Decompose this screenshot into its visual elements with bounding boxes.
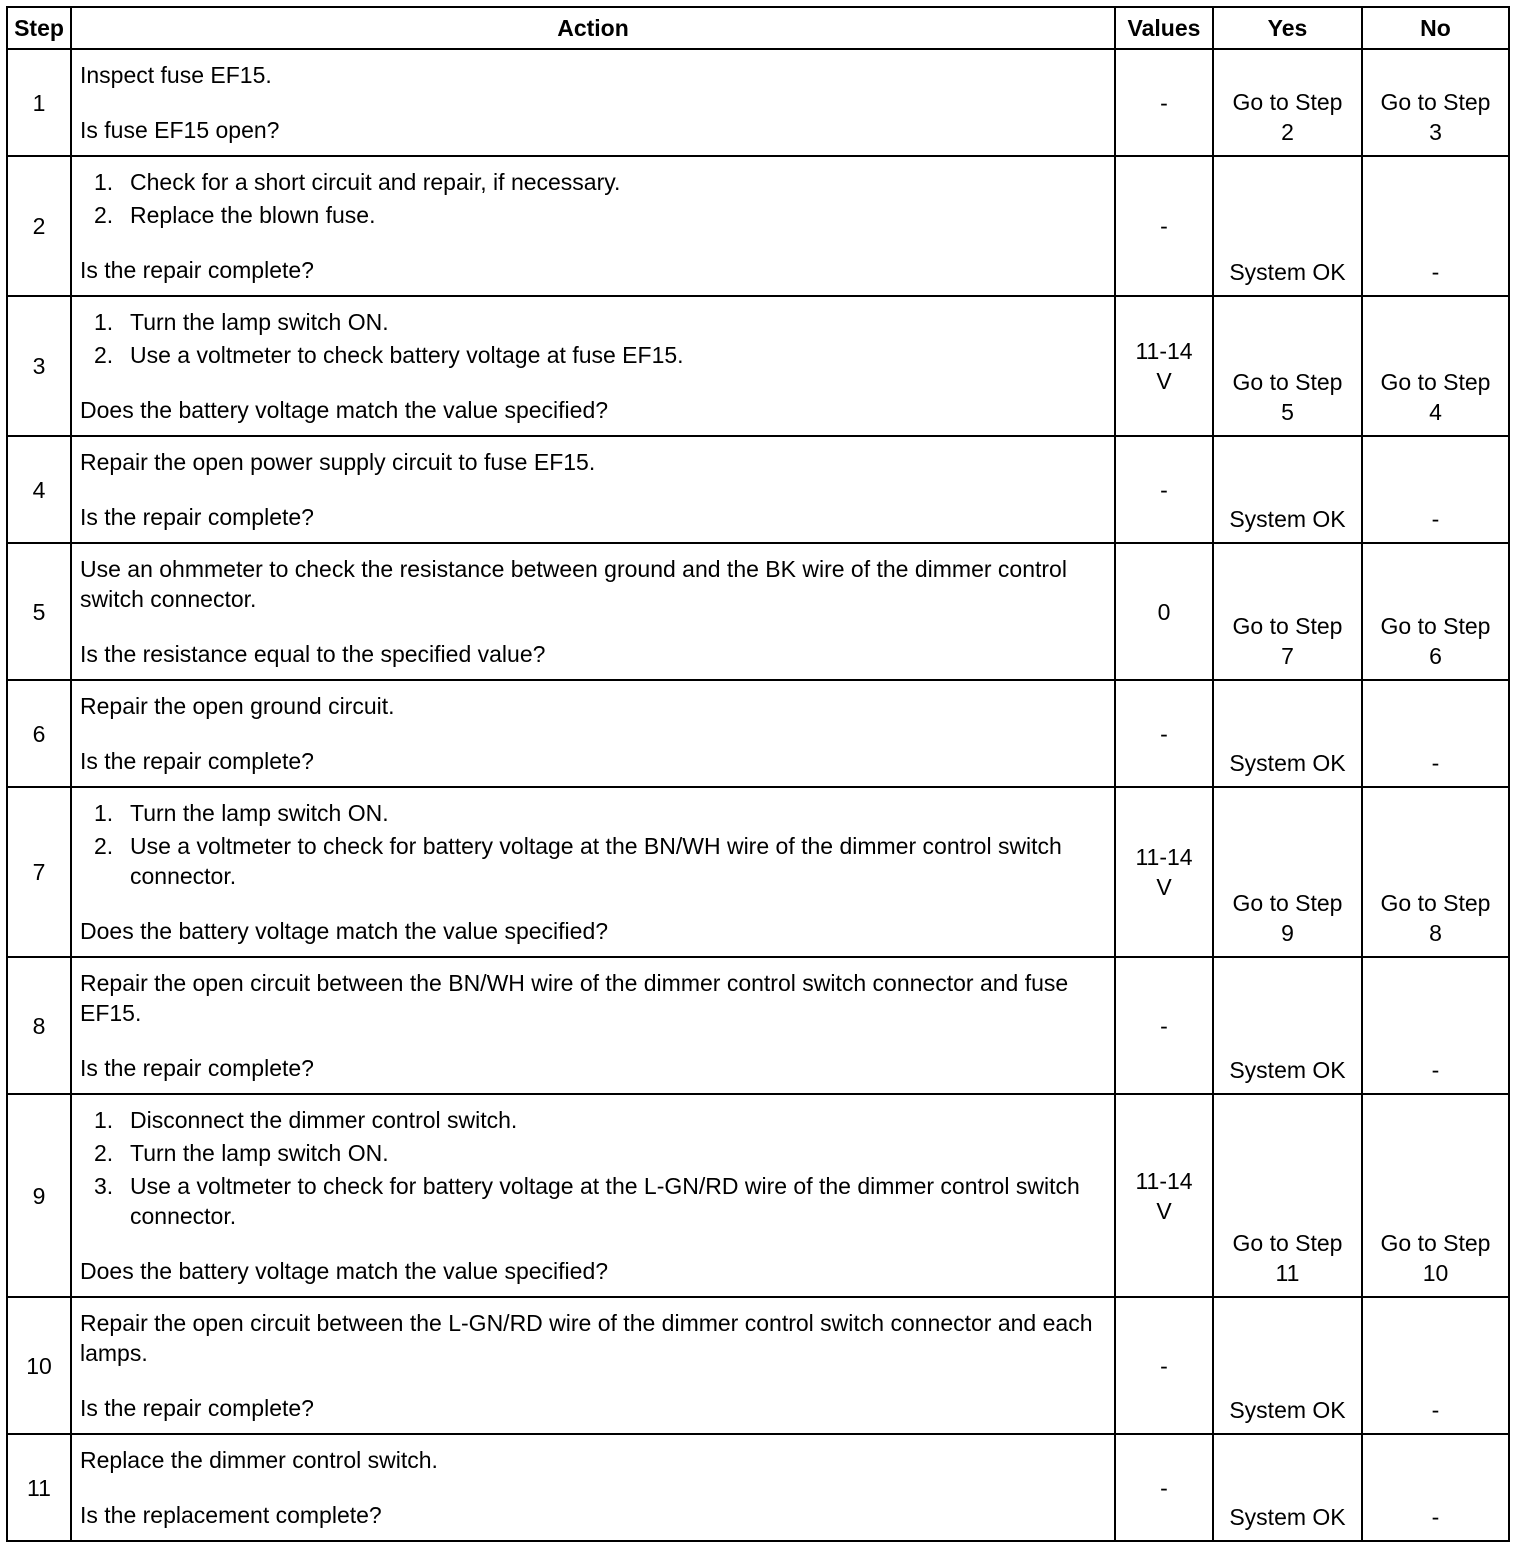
header-yes: Yes [1213, 7, 1362, 49]
no-result [1362, 957, 1509, 1094]
table-row [7, 543, 1509, 680]
yes-result [1213, 1434, 1362, 1541]
cell-line: 3 [1429, 119, 1442, 145]
cell-line: - [1160, 720, 1168, 747]
action-cell [71, 787, 1115, 957]
no-result [1362, 680, 1509, 787]
cell-line: 11-14 [1135, 1167, 1193, 1194]
header-step: Step [7, 7, 71, 49]
header-action: Action [71, 7, 1115, 49]
values-cell [1115, 1434, 1213, 1541]
yes-result [1213, 957, 1362, 1094]
table-row [7, 1434, 1509, 1541]
step-number: 3 [7, 296, 71, 436]
cell-line: 6 [1429, 643, 1442, 669]
table-row [7, 49, 1509, 156]
cell-line: - [1431, 1504, 1440, 1530]
cell-line: 2 [1281, 119, 1294, 145]
action-question: Is the repair complete? [80, 748, 314, 774]
cell-line: - [1160, 1352, 1168, 1379]
cell-line: Go to Step [1380, 89, 1491, 115]
action-text: Inspect fuse EF15. [80, 62, 272, 88]
step-number: 10 [7, 1297, 71, 1434]
diagnostic-table [6, 6, 1510, 1542]
action-text: Repair the open power supply circuit to fuse EF15. [80, 449, 596, 475]
action-cell [71, 49, 1115, 156]
cell-line: Go to Step [1232, 369, 1343, 395]
cell-line: - [1160, 476, 1168, 503]
action-cell [71, 1094, 1115, 1297]
yes-result [1213, 543, 1362, 680]
values-cell [1115, 49, 1213, 156]
cell-line: - [1431, 1397, 1440, 1423]
cell-line: System OK [1229, 506, 1346, 532]
no-result [1362, 1094, 1509, 1297]
no-result [1362, 436, 1509, 543]
step-number: 5 [7, 543, 71, 680]
cell-line: System OK [1229, 750, 1346, 776]
action-question: Is fuse EF15 open? [80, 117, 280, 143]
action-question: Is the repair complete? [80, 257, 314, 283]
action-question: Does the battery voltage match the value specified? [80, 918, 609, 944]
yes-result [1213, 436, 1362, 543]
yes-result [1213, 1297, 1362, 1434]
no-result [1362, 1297, 1509, 1434]
cell-line: 8 [1429, 920, 1442, 946]
action-text: Repair the open ground circuit. [80, 693, 395, 719]
cell-line: 11-14 [1135, 338, 1193, 364]
cell-line: 9 [1281, 920, 1294, 946]
values-cell [1115, 957, 1213, 1094]
cell-line: 4 [1429, 399, 1442, 425]
values-cell [1115, 680, 1213, 787]
cell-line: Go to Step [1380, 1230, 1491, 1256]
values-cell [1115, 436, 1213, 543]
header-values: Values [1115, 7, 1213, 49]
table-body [7, 49, 1509, 1541]
action-cell [71, 436, 1115, 543]
action-question: Is the repair complete? [80, 1395, 314, 1421]
action-cell [71, 957, 1115, 1094]
action-cell [71, 156, 1115, 296]
no-result [1362, 49, 1509, 156]
step-number: 2 [7, 156, 71, 296]
action-cell [71, 1297, 1115, 1434]
no-result [1362, 787, 1509, 957]
action-text: Use an ohmmeter to check the resistance between ground and the BK wire of the dimmer control switch connector. [80, 556, 1067, 612]
cell-line: Go to Step [1232, 890, 1343, 916]
header-row [7, 7, 1509, 49]
action-step-item: Use a voltmeter to check for battery voltage at the BN/WH wire of the dimmer control switch connector. [130, 833, 1062, 889]
no-result [1362, 1434, 1509, 1541]
action-step-item: Check for a short circuit and repair, if necessary. [130, 169, 621, 195]
cell-line: - [1431, 1057, 1440, 1083]
no-result [1362, 543, 1509, 680]
step-number: 1 [7, 49, 71, 156]
action-text: Repair the open circuit between the L-GN/RD wire of the dimmer control switch connector and each lamps. [80, 1310, 1093, 1366]
table-row [7, 436, 1509, 543]
action-question: Is the repair complete? [80, 504, 314, 530]
action-step-item: Use a voltmeter to check battery voltage at fuse EF15. [130, 342, 684, 368]
cell-line: Go to Step [1380, 613, 1491, 639]
action-text: Repair the open circuit between the BN/WH wire of the dimmer control switch connector and fuse EF15. [80, 970, 1069, 1026]
cell-line: V [1156, 1197, 1172, 1224]
action-question: Does the battery voltage match the value specified? [80, 397, 609, 423]
table-row [7, 787, 1509, 957]
yes-result [1213, 156, 1362, 296]
yes-result [1213, 49, 1362, 156]
action-step-item: Turn the lamp switch ON. [130, 1140, 389, 1166]
cell-line: - [1431, 259, 1440, 285]
action-cell [71, 1434, 1115, 1541]
step-number: 8 [7, 957, 71, 1094]
values-cell [1115, 543, 1213, 680]
cell-line: - [1431, 506, 1440, 532]
cell-line: - [1431, 750, 1440, 776]
no-result [1362, 296, 1509, 436]
cell-line: System OK [1229, 1057, 1346, 1083]
values-cell [1115, 787, 1213, 957]
cell-line: 10 [1422, 1260, 1449, 1286]
action-steps-list [80, 1105, 1106, 1231]
yes-result [1213, 680, 1362, 787]
cell-line: 11-14 [1135, 844, 1193, 870]
cell-line: - [1160, 1474, 1168, 1501]
cell-line: System OK [1229, 1397, 1346, 1423]
action-question: Is the replacement complete? [80, 1502, 382, 1528]
action-text: Replace the dimmer control switch. [80, 1447, 438, 1473]
action-steps-list [80, 167, 1106, 230]
cell-line: - [1160, 89, 1168, 116]
table-row [7, 957, 1509, 1094]
step-number: 11 [7, 1434, 71, 1541]
header-no: No [1362, 7, 1509, 49]
cell-line: - [1160, 1012, 1168, 1039]
cell-line: Go to Step [1232, 1230, 1343, 1256]
cell-line: V [1156, 874, 1172, 900]
cell-line: Go to Step [1380, 890, 1491, 916]
table-row [7, 156, 1509, 296]
cell-line: - [1160, 213, 1168, 239]
cell-line: Go to Step [1232, 89, 1343, 115]
step-number: 4 [7, 436, 71, 543]
cell-line: 0 [1157, 598, 1171, 625]
table-row [7, 1094, 1509, 1297]
values-cell [1115, 1094, 1213, 1297]
table-row [7, 680, 1509, 787]
action-cell [71, 296, 1115, 436]
values-cell [1115, 1297, 1213, 1434]
action-step-item: Disconnect the dimmer control switch. [130, 1107, 518, 1133]
action-question: Is the repair complete? [80, 1055, 314, 1081]
cell-line: 11 [1275, 1260, 1300, 1286]
table-row [7, 296, 1509, 436]
yes-result [1213, 787, 1362, 957]
cell-line: 7 [1281, 643, 1294, 669]
values-cell [1115, 296, 1213, 436]
step-number: 9 [7, 1094, 71, 1297]
cell-line: Go to Step [1232, 613, 1343, 639]
action-cell [71, 680, 1115, 787]
action-step-item: Use a voltmeter to check for battery voltage at the L-GN/RD wire of the dimmer control switch connector. [130, 1173, 1080, 1229]
action-step-item: Turn the lamp switch ON. [130, 800, 389, 826]
step-number: 6 [7, 680, 71, 787]
step-number: 7 [7, 787, 71, 957]
yes-result [1213, 1094, 1362, 1297]
action-steps-list [80, 307, 1106, 370]
action-question: Does the battery voltage match the value specified? [80, 1258, 609, 1284]
values-cell [1115, 156, 1213, 296]
no-result [1362, 156, 1509, 296]
action-question: Is the resistance equal to the specified value? [80, 641, 546, 667]
cell-line: Go to Step [1380, 369, 1491, 395]
cell-line: System OK [1229, 1504, 1346, 1530]
table-row [7, 1297, 1509, 1434]
yes-result [1213, 296, 1362, 436]
action-step-item: Turn the lamp switch ON. [130, 309, 389, 335]
action-cell [71, 543, 1115, 680]
cell-line: V [1156, 368, 1172, 394]
action-steps-list [80, 798, 1106, 891]
cell-line: System OK [1229, 259, 1346, 285]
action-step-item: Replace the blown fuse. [130, 202, 376, 228]
cell-line: 5 [1281, 399, 1294, 425]
